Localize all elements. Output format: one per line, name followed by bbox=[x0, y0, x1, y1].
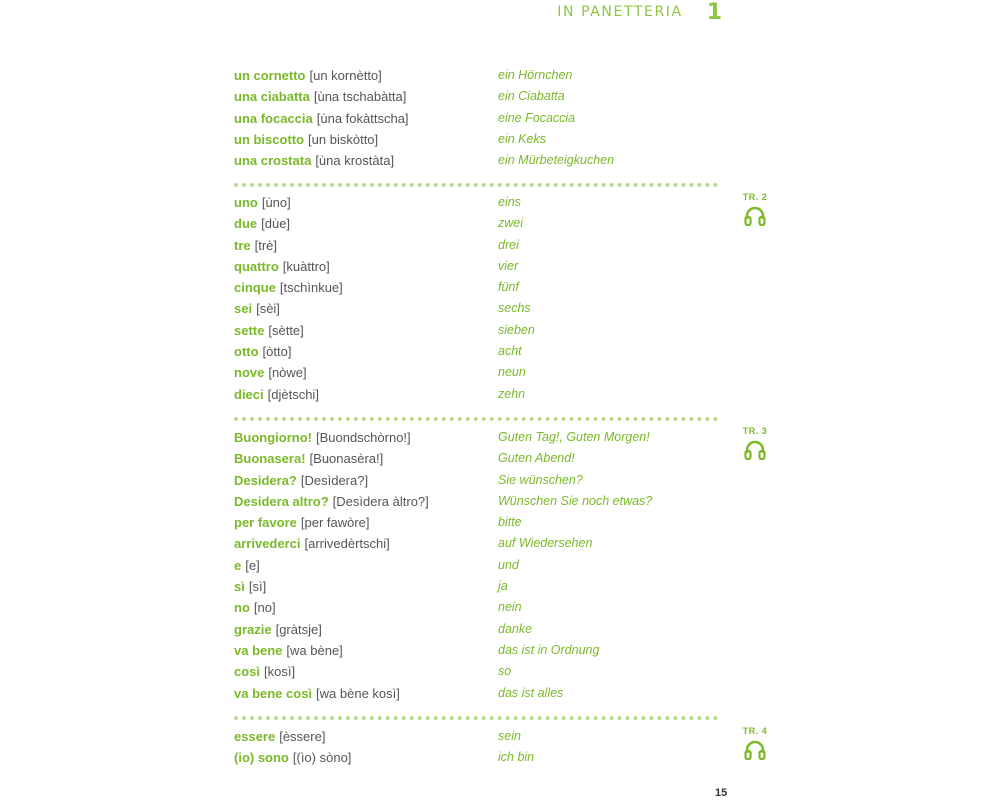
german-translation: Wünschen Sie noch etwas? bbox=[498, 493, 653, 508]
pronunciation: [un biskòtto] bbox=[308, 131, 379, 147]
german-translation: auf Wiedersehen bbox=[498, 536, 593, 551]
pronunciation: [Buonasèra!] bbox=[309, 451, 384, 467]
chapter-number: 1 bbox=[706, 0, 722, 25]
pronunciation: [no] bbox=[253, 600, 276, 616]
pronunciation: [sèi] bbox=[256, 301, 280, 317]
dotted-divider bbox=[234, 183, 718, 187]
german-translation: Sie wünschen? bbox=[498, 472, 583, 487]
pronunciation: [un kornètto] bbox=[309, 68, 382, 83]
german-translation: ein Mürbeteigkuchen bbox=[498, 153, 615, 168]
german-translation: neun bbox=[498, 365, 526, 380]
italian-term: sì bbox=[234, 579, 245, 595]
vocab-row bbox=[234, 448, 774, 469]
dotted-divider bbox=[234, 716, 718, 720]
vocab-row bbox=[234, 298, 774, 319]
italian-term: una crostata bbox=[234, 153, 312, 169]
vocab-section-numbers bbox=[234, 192, 774, 405]
pronunciation: [kuàttro] bbox=[282, 258, 330, 274]
german-translation: sechs bbox=[498, 301, 531, 316]
vocab-row bbox=[234, 640, 774, 661]
pronunciation: [wa bène kosì] bbox=[316, 685, 400, 701]
track-label: TR. 2 bbox=[742, 192, 768, 202]
pronunciation: [wa bène] bbox=[286, 642, 343, 658]
german-translation: Guten Abend! bbox=[498, 451, 575, 466]
german-translation: so bbox=[498, 664, 512, 679]
italian-term: Desidera? bbox=[234, 472, 297, 488]
german-translation: das ist alles bbox=[498, 685, 564, 700]
italian-term: una focaccia bbox=[234, 110, 313, 126]
pronunciation: [ùna tschabàtta] bbox=[313, 89, 407, 105]
italian-term: Buonasera! bbox=[234, 451, 306, 467]
vocab-row bbox=[234, 129, 774, 150]
pronunciation: [sì] bbox=[248, 579, 267, 595]
track-label: TR. 4 bbox=[742, 726, 768, 736]
vocab-row bbox=[234, 427, 774, 448]
italian-term: dieci bbox=[234, 386, 264, 402]
german-translation: ich bin bbox=[498, 750, 535, 765]
german-translation: eins bbox=[498, 195, 521, 209]
vocab-row bbox=[234, 256, 774, 277]
italian-term: un cornetto bbox=[234, 68, 306, 83]
german-translation: Guten Tag!, Guten Morgen! bbox=[498, 430, 650, 444]
vocab-row bbox=[234, 277, 774, 298]
vocab-section-verb-essere bbox=[234, 726, 774, 769]
vocab-row bbox=[234, 86, 774, 107]
italian-term: va bene così bbox=[234, 685, 313, 701]
pronunciation: [arrivedèrtschi] bbox=[304, 536, 390, 552]
italian-term: una ciabatta bbox=[234, 89, 310, 105]
german-translation: acht bbox=[498, 344, 522, 359]
italian-term: così bbox=[234, 664, 261, 680]
italian-term: otto bbox=[234, 344, 259, 360]
german-translation: eine Focaccia bbox=[498, 110, 576, 125]
italian-term: cinque bbox=[234, 280, 276, 296]
german-translation: ja bbox=[498, 579, 508, 594]
german-translation: und bbox=[498, 557, 519, 572]
italian-term: Buongiorno! bbox=[234, 430, 312, 445]
page-number: 15 bbox=[715, 787, 728, 799]
german-translation: ein Ciabatta bbox=[498, 89, 565, 104]
italian-term: arrivederci bbox=[234, 536, 301, 552]
vocab-section-phrases bbox=[234, 427, 774, 704]
pronunciation: [trè] bbox=[254, 237, 278, 253]
german-translation: vier bbox=[498, 258, 519, 273]
italian-term: no bbox=[234, 600, 250, 616]
vocab-row bbox=[234, 661, 774, 682]
german-translation: nein bbox=[498, 600, 522, 615]
vocab-row bbox=[234, 65, 774, 86]
vocab-row bbox=[234, 341, 774, 362]
pronunciation: [èssere] bbox=[279, 729, 326, 744]
italian-term: per favore bbox=[234, 515, 297, 531]
german-translation: sieben bbox=[498, 322, 535, 337]
vocab-row bbox=[234, 150, 774, 171]
vocab-row bbox=[234, 726, 774, 747]
pronunciation: [dùe] bbox=[261, 216, 291, 232]
pronunciation: [per fawòre] bbox=[300, 515, 370, 531]
pronunciation: [Desìdera?] bbox=[300, 472, 369, 488]
vocab-row bbox=[234, 491, 774, 512]
pronunciation: [(ìo) sòno] bbox=[292, 750, 352, 766]
pronunciation: [ùna fokàttscha] bbox=[316, 110, 409, 126]
italian-term: (io) sono bbox=[234, 750, 289, 766]
pronunciation: [Desìdera àltro?] bbox=[332, 493, 429, 509]
vocab-row bbox=[234, 470, 774, 491]
vocab-row bbox=[234, 576, 774, 597]
pronunciation: [nòwe] bbox=[268, 365, 307, 381]
vocab-row bbox=[234, 533, 774, 554]
vocab-row bbox=[234, 619, 774, 640]
italian-term: Desidera altro? bbox=[234, 493, 329, 509]
vocab-section-bakery-items bbox=[234, 65, 774, 171]
italian-term: due bbox=[234, 216, 258, 232]
pronunciation: [kosì] bbox=[264, 664, 296, 680]
vocab-row bbox=[234, 213, 774, 234]
pronunciation: [djètschi] bbox=[267, 386, 319, 402]
german-translation: sein bbox=[498, 729, 521, 743]
italian-term: nove bbox=[234, 365, 265, 381]
italian-term: tre bbox=[234, 237, 251, 253]
vocab-row bbox=[234, 384, 774, 405]
vocab-row bbox=[234, 747, 774, 768]
running-header bbox=[557, 0, 722, 24]
pronunciation: [tschìnkue] bbox=[279, 280, 343, 296]
italian-term: uno bbox=[234, 195, 258, 210]
track-label: TR. 3 bbox=[742, 426, 768, 436]
vocab-row bbox=[234, 555, 774, 576]
pronunciation: [e] bbox=[245, 557, 260, 573]
vocab-row bbox=[234, 108, 774, 129]
italian-term: sei bbox=[234, 301, 253, 317]
pronunciation: [sètte] bbox=[268, 322, 304, 338]
dotted-divider bbox=[234, 417, 718, 421]
chapter-title: IN PANETTERIA bbox=[557, 4, 683, 20]
vocab-row bbox=[234, 683, 774, 704]
vocab-row bbox=[234, 192, 774, 213]
italian-term: un biscotto bbox=[234, 131, 305, 147]
vocab-row bbox=[234, 362, 774, 383]
vocab-row bbox=[234, 320, 774, 341]
italian-term: quattro bbox=[234, 258, 279, 274]
german-translation: ein Hörnchen bbox=[498, 68, 573, 82]
german-translation: das ist in Ordnung bbox=[498, 642, 600, 657]
vocab-row bbox=[234, 235, 774, 256]
vocab-row bbox=[234, 512, 774, 533]
italian-term: sette bbox=[234, 322, 265, 338]
german-translation: danke bbox=[498, 621, 533, 636]
german-translation: drei bbox=[498, 237, 519, 252]
pronunciation: [ùna krostàta] bbox=[315, 153, 395, 169]
italian-term: e bbox=[234, 557, 242, 573]
german-translation: zehn bbox=[498, 386, 526, 401]
german-translation: bitte bbox=[498, 515, 522, 530]
german-translation: zwei bbox=[498, 216, 524, 231]
german-translation: fünf bbox=[498, 280, 519, 295]
vocab-row bbox=[234, 597, 774, 618]
pronunciation: [òtto] bbox=[262, 344, 292, 360]
pronunciation: [Buondschòrno!] bbox=[315, 430, 411, 445]
italian-term: grazie bbox=[234, 621, 272, 637]
pronunciation: [gràtsje] bbox=[275, 621, 322, 637]
pronunciation: [ùno] bbox=[261, 195, 291, 210]
italian-term: essere bbox=[234, 729, 276, 744]
italian-term: va bene bbox=[234, 642, 283, 658]
german-translation: ein Keks bbox=[498, 131, 546, 146]
